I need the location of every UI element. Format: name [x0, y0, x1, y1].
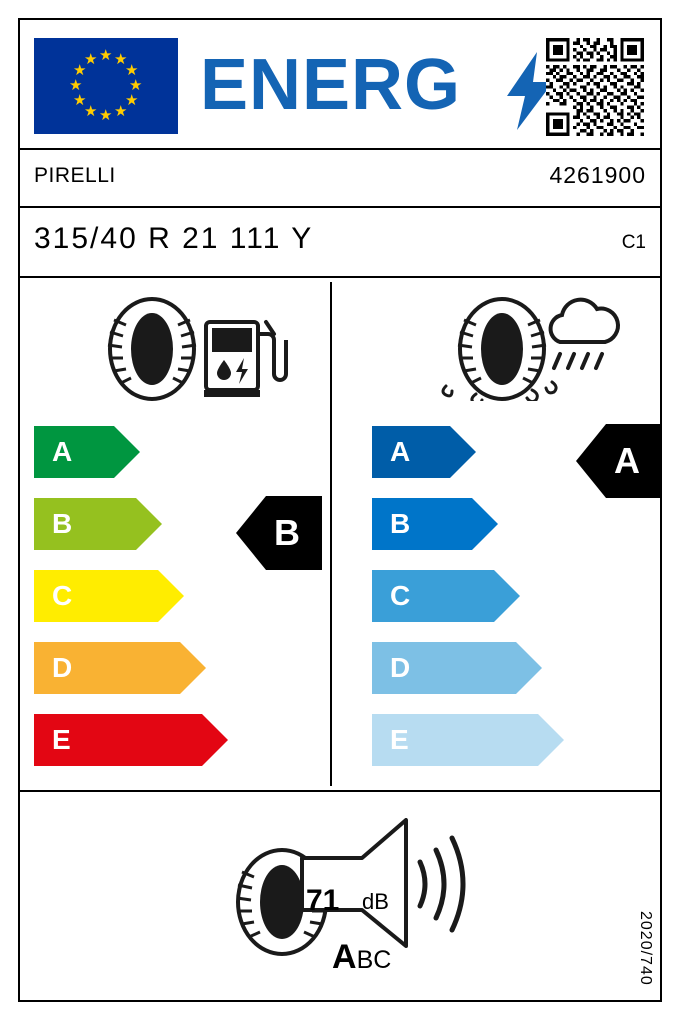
eu-star-icon: ★: [73, 62, 87, 79]
tyre-rain-cloud-icon: [440, 296, 630, 401]
fuel-grade-arrow: [136, 498, 162, 550]
eu-star-icon: ★: [99, 107, 113, 124]
wet-grade-letter: D: [390, 652, 411, 683]
eu-star-icon: ★: [73, 92, 87, 109]
wet-grade-letter: B: [390, 508, 411, 539]
tyre-fuel-pump-icon: [100, 296, 290, 401]
fuel-grade-arrow: [202, 714, 228, 766]
noise-class-selected: A: [332, 938, 357, 976]
fuel-grade-letter: B: [52, 508, 73, 539]
wet-grade-row: [372, 426, 450, 478]
manufacturer-name: PIRELLI: [34, 164, 116, 187]
fuel-grade-letter: A: [52, 436, 73, 467]
fuel-grade-row: [34, 714, 202, 766]
grades-section: [20, 278, 660, 790]
eu-star-icon: ★: [99, 47, 113, 64]
fuel-grade-row: [34, 426, 114, 478]
eu-star-icon: ★: [124, 62, 139, 79]
fuel-grade-arrow: [180, 642, 206, 694]
fuel-grade-row: [34, 498, 136, 550]
tyre-size: 315/40 R 21 111 Y: [34, 222, 314, 255]
wet-grip-selected-grade: A: [576, 424, 662, 498]
wet-grade-row: [372, 714, 538, 766]
eu-star-icon: ★: [124, 92, 139, 109]
fuel-grade-letter: E: [52, 724, 71, 755]
wet-grade-letter: A: [390, 436, 411, 467]
fuel-grade-row: [34, 642, 180, 694]
fuel-efficiency-selected-grade: B: [236, 496, 322, 570]
fuel-grade-letter: D: [52, 652, 73, 683]
wet-grade-letter: C: [390, 580, 411, 611]
wet-grade-row: [372, 570, 494, 622]
eu-star-icon: ★: [114, 102, 128, 120]
noise-value: 71: [306, 884, 340, 917]
energy-label-frame: [18, 18, 662, 1002]
fuel-grade-letter: C: [52, 580, 73, 611]
label-header: [20, 20, 660, 148]
eu-star-icon: ★: [84, 51, 98, 69]
noise-unit: dB: [362, 889, 389, 914]
noise-section: [20, 792, 660, 1002]
fuel-efficiency-scale: [34, 426, 334, 786]
wet-grade-arrow: [472, 498, 498, 550]
wet-grade-arrow: [538, 714, 564, 766]
noise-class-rest: BC: [356, 946, 392, 974]
wet-grade-arrow: [450, 426, 476, 478]
wet-grade-row: [372, 642, 516, 694]
size-row: [20, 208, 660, 276]
fuel-grade-row: [34, 570, 158, 622]
fuel-grade-arrow: [114, 426, 140, 478]
eu-star-icon: ★: [69, 77, 83, 94]
eu-flag-icon: [34, 38, 178, 134]
wet-grade-letter: E: [390, 724, 409, 755]
eu-star-icon: ★: [129, 77, 143, 94]
wet-grade-arrow: [494, 570, 520, 622]
qr-code-icon: [546, 38, 644, 136]
page-title: ENERG: [200, 45, 462, 125]
tyre-class: C1: [621, 232, 646, 253]
type-code: 4261900: [549, 162, 646, 188]
eu-star-icon: ★: [114, 51, 128, 69]
noise-class-scale: [332, 938, 391, 977]
wet-grade-arrow: [516, 642, 542, 694]
wet-grade-row: [372, 498, 472, 550]
regulation-year: 2020/740: [637, 911, 654, 986]
fuel-grade-arrow: [158, 570, 184, 622]
eu-star-icon: ★: [84, 102, 98, 120]
brand-row: [20, 150, 660, 206]
